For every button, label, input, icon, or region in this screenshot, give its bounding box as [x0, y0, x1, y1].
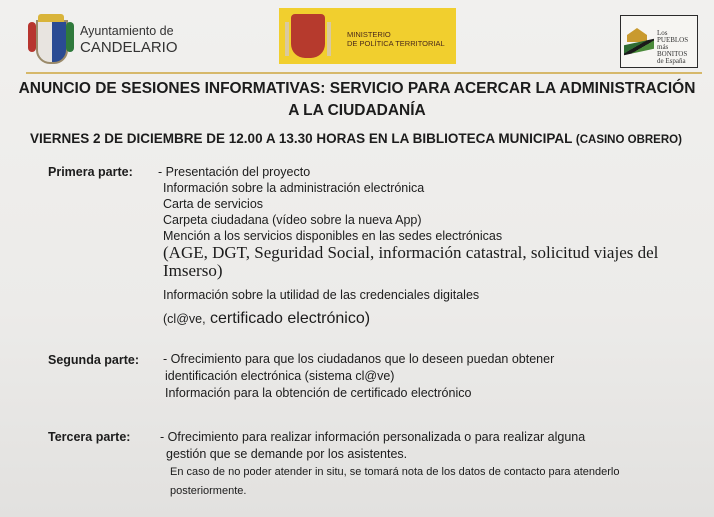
subtitle — [30, 131, 682, 146]
list-item: Carpeta ciudadana (vídeo sobre la nueva App) — [163, 213, 422, 227]
spain-coat-of-arms-icon — [291, 14, 325, 58]
subtitle-note: (CASINO OBRERO) — [575, 134, 682, 146]
pueblos-bonitos-logo — [620, 15, 698, 68]
list-item: Carta de servicios — [163, 197, 264, 211]
logo-right-text: Los PUEBLOS más BONITOS de España — [657, 29, 689, 65]
ministry-logo — [279, 8, 456, 64]
list-item: gestión que se demande por los asistentes. — [166, 447, 408, 461]
title-line1: ANUNCIO DE SESIONES INFORMATIVAS: SERVICIO PARA ACERCAR LA ADMINISTRACIÓN — [18, 80, 696, 97]
laurel-icon — [66, 22, 74, 52]
list-item — [163, 310, 370, 328]
list-item: En caso de no poder atender in situ, se tomará nota de los datos de contacto para atenderlo — [170, 466, 620, 478]
header-divider — [26, 72, 702, 74]
section-label-second: Segunda parte: — [48, 353, 139, 367]
section-label-first: Primera parte: — [48, 165, 133, 179]
list-item: Información para la obtención de certificado electrónico — [165, 386, 472, 400]
list-item: Mención a los servicios disponibles en las sedes electrónicas — [163, 229, 503, 243]
subtitle-main: VIERNES 2 DE DICIEMBRE DE 12.00 A 13.30 HORAS EN LA BIBLIOTECA MUNICIPAL — [30, 131, 573, 146]
candelario-logo — [28, 14, 178, 66]
logo-left-line1: Ayuntamiento de — [80, 24, 174, 38]
list-item: - Ofrecimiento para que los ciudadanos que lo deseen puedan obtener — [163, 352, 555, 366]
coat-of-arms-icon — [36, 20, 68, 64]
section-label-third: Tercera parte: — [48, 430, 131, 444]
laurel-icon — [28, 22, 36, 52]
list-item: (AGE, DGT, Seguridad Social, información catastral, solicitud viajes del — [163, 243, 659, 262]
list-item: - Ofrecimiento para realizar información personalizada o para realizar alguna — [160, 430, 586, 444]
list-item: identificación electrónica (sistema cl@ve) — [165, 369, 395, 383]
crown-icon — [38, 14, 64, 22]
list-item-part: (cl@ve, — [163, 312, 206, 326]
list-item: posteriormente. — [170, 485, 247, 497]
title-line2: A LA CIUDADANÍA — [288, 102, 426, 119]
list-item: Información sobre la utilidad de las credenciales digitales — [163, 288, 480, 302]
list-item: Imserso) — [163, 261, 223, 280]
logo-left-line2: CANDELARIO — [80, 39, 178, 56]
list-item: Información sobre la administración electrónica — [163, 181, 425, 195]
list-item-part: certificado electrónico) — [210, 310, 371, 327]
logo-center-line1: MINISTERIO — [347, 30, 391, 39]
logo-center-line2: DE POLÍTICA TERRITORIAL — [347, 39, 445, 48]
list-item: - Presentación del proyecto — [158, 165, 311, 179]
